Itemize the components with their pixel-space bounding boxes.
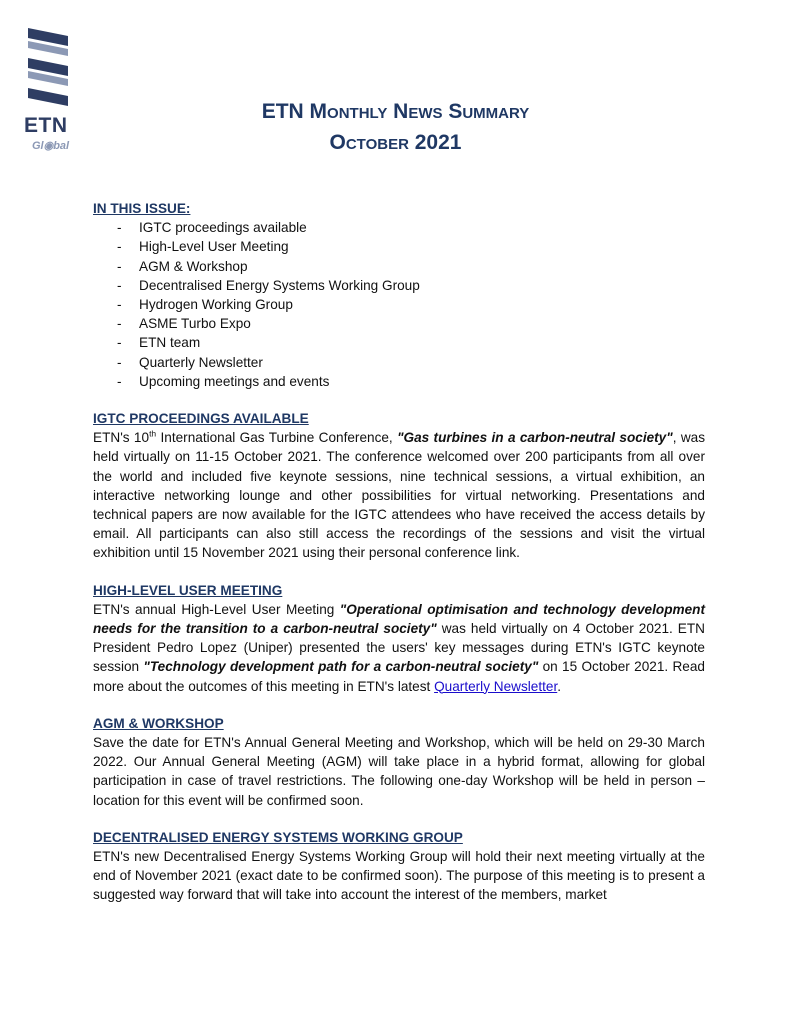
- toc-item-label: Hydrogen Working Group: [139, 296, 293, 312]
- toc-item: [93, 353, 705, 372]
- toc-dash: -: [117, 354, 122, 370]
- toc-item-label: Upcoming meetings and events: [139, 373, 330, 389]
- text-run: .: [557, 678, 562, 694]
- toc-dash: -: [117, 277, 122, 293]
- title-line-1: ETN Monthly News Summary: [261, 100, 530, 123]
- toc-dash: -: [117, 316, 122, 332]
- section-decentralised-energy: [93, 828, 705, 905]
- section-high-level-user-meeting: [93, 581, 705, 696]
- superscript: th: [149, 428, 157, 439]
- title-line-2: October 2021: [329, 131, 462, 154]
- meeting-title: "Operational optimisation and technology development needs for the transition to a carbon-neutral society": [93, 601, 705, 636]
- section-agm-workshop: [93, 714, 705, 810]
- toc-item-label: ETN team: [139, 335, 201, 351]
- section-heading: HIGH-LEVEL USER MEETING: [93, 582, 283, 598]
- section-igtc: [93, 409, 705, 563]
- toc-dash: -: [117, 220, 122, 236]
- toc-item: [93, 257, 705, 276]
- toc-item-label: ASME Turbo Expo: [139, 316, 251, 332]
- toc-item: [93, 295, 705, 314]
- toc-item: [93, 314, 705, 333]
- section-heading: IGTC PROCEEDINGS AVAILABLE: [93, 410, 309, 426]
- section-paragraph: [93, 428, 705, 562]
- toc-item: [93, 237, 705, 256]
- text-run: ETN's 10: [93, 430, 150, 446]
- section-heading: AGM & WORKSHOP: [93, 715, 224, 731]
- text-run: was held virtually on 4 October 2021. ETN President Pedro Lopez (Uniper) presented the users' key messages during ETN's IGTC keynote session: [93, 620, 705, 675]
- page-title: [0, 96, 791, 158]
- toc-dash: -: [117, 373, 122, 389]
- toc-item-label: Quarterly Newsletter: [139, 354, 263, 370]
- toc-item: [93, 372, 705, 391]
- text-run: , was held virtually on 11-15 October 2021. The conference welcomed over 200 participants from all over the world and included five keynote sessions, nine technical sessions, a virtual exhibition, an interactive networking lounge and other possibilities for virtual networking. Presentations and technical papers are now available for the IGTC attendees who have received the access details by email. All participants can also still access the recordings of the sessions and visit the virtual exhibition until 15 November 2021 using their personal conference link.: [93, 430, 705, 561]
- logo-subtitle: Gl◉bal: [32, 140, 70, 152]
- section-heading: DECENTRALISED ENERGY SYSTEMS WORKING GROUP: [93, 829, 463, 845]
- toc-item-label: Decentralised Energy Systems Working Group: [139, 277, 420, 293]
- toc-item: [93, 276, 705, 295]
- toc-item-label: IGTC proceedings available: [139, 220, 307, 236]
- toc-dash: -: [117, 335, 122, 351]
- text-run: International Gas Turbine Conference,: [156, 430, 398, 446]
- toc-dash: -: [117, 296, 122, 312]
- toc-dash: -: [117, 239, 122, 255]
- text-run: ETN's annual High-Level User Meeting: [93, 601, 340, 617]
- section-paragraph: Save the date for ETN's Annual General Meeting and Workshop, which will be held on 29-30 March 2022. Our Annual General Meeting (AGM) will take place in a hybrid format, allowing for global participation in case of travel restrictions. The following one-day Workshop will be held in person – location for this event will be confirmed soon.: [93, 734, 705, 808]
- toc-dash: -: [117, 258, 122, 274]
- keynote-title: "Technology development path for a carbon-neutral society": [143, 659, 539, 675]
- logo-text: ETN: [24, 114, 68, 137]
- section-paragraph: [93, 600, 705, 696]
- toc-heading: IN THIS ISSUE:: [93, 201, 191, 216]
- section-paragraph: ETN's new Decentralised Energy Systems Working Group will hold their next meeting virtually at the end of November 2021 (exact date to be confirmed soon). The purpose of this meeting is to present a suggested way forward that will take into account the interest of the members, market: [93, 848, 705, 903]
- newsletter-body: [93, 199, 705, 905]
- toc-list: [93, 218, 705, 391]
- text-run: on 15 October 2021. Read more about the outcomes of this meeting in ETN's latest: [93, 659, 705, 694]
- quarterly-newsletter-link[interactable]: Quarterly Newsletter: [434, 678, 558, 694]
- toc-item: [93, 218, 705, 237]
- toc-item-label: High-Level User Meeting: [139, 239, 289, 255]
- table-of-contents: [93, 199, 705, 391]
- conference-title: "Gas turbines in a carbon-neutral society": [397, 430, 673, 446]
- toc-item-label: AGM & Workshop: [139, 258, 248, 274]
- toc-item: [93, 333, 705, 352]
